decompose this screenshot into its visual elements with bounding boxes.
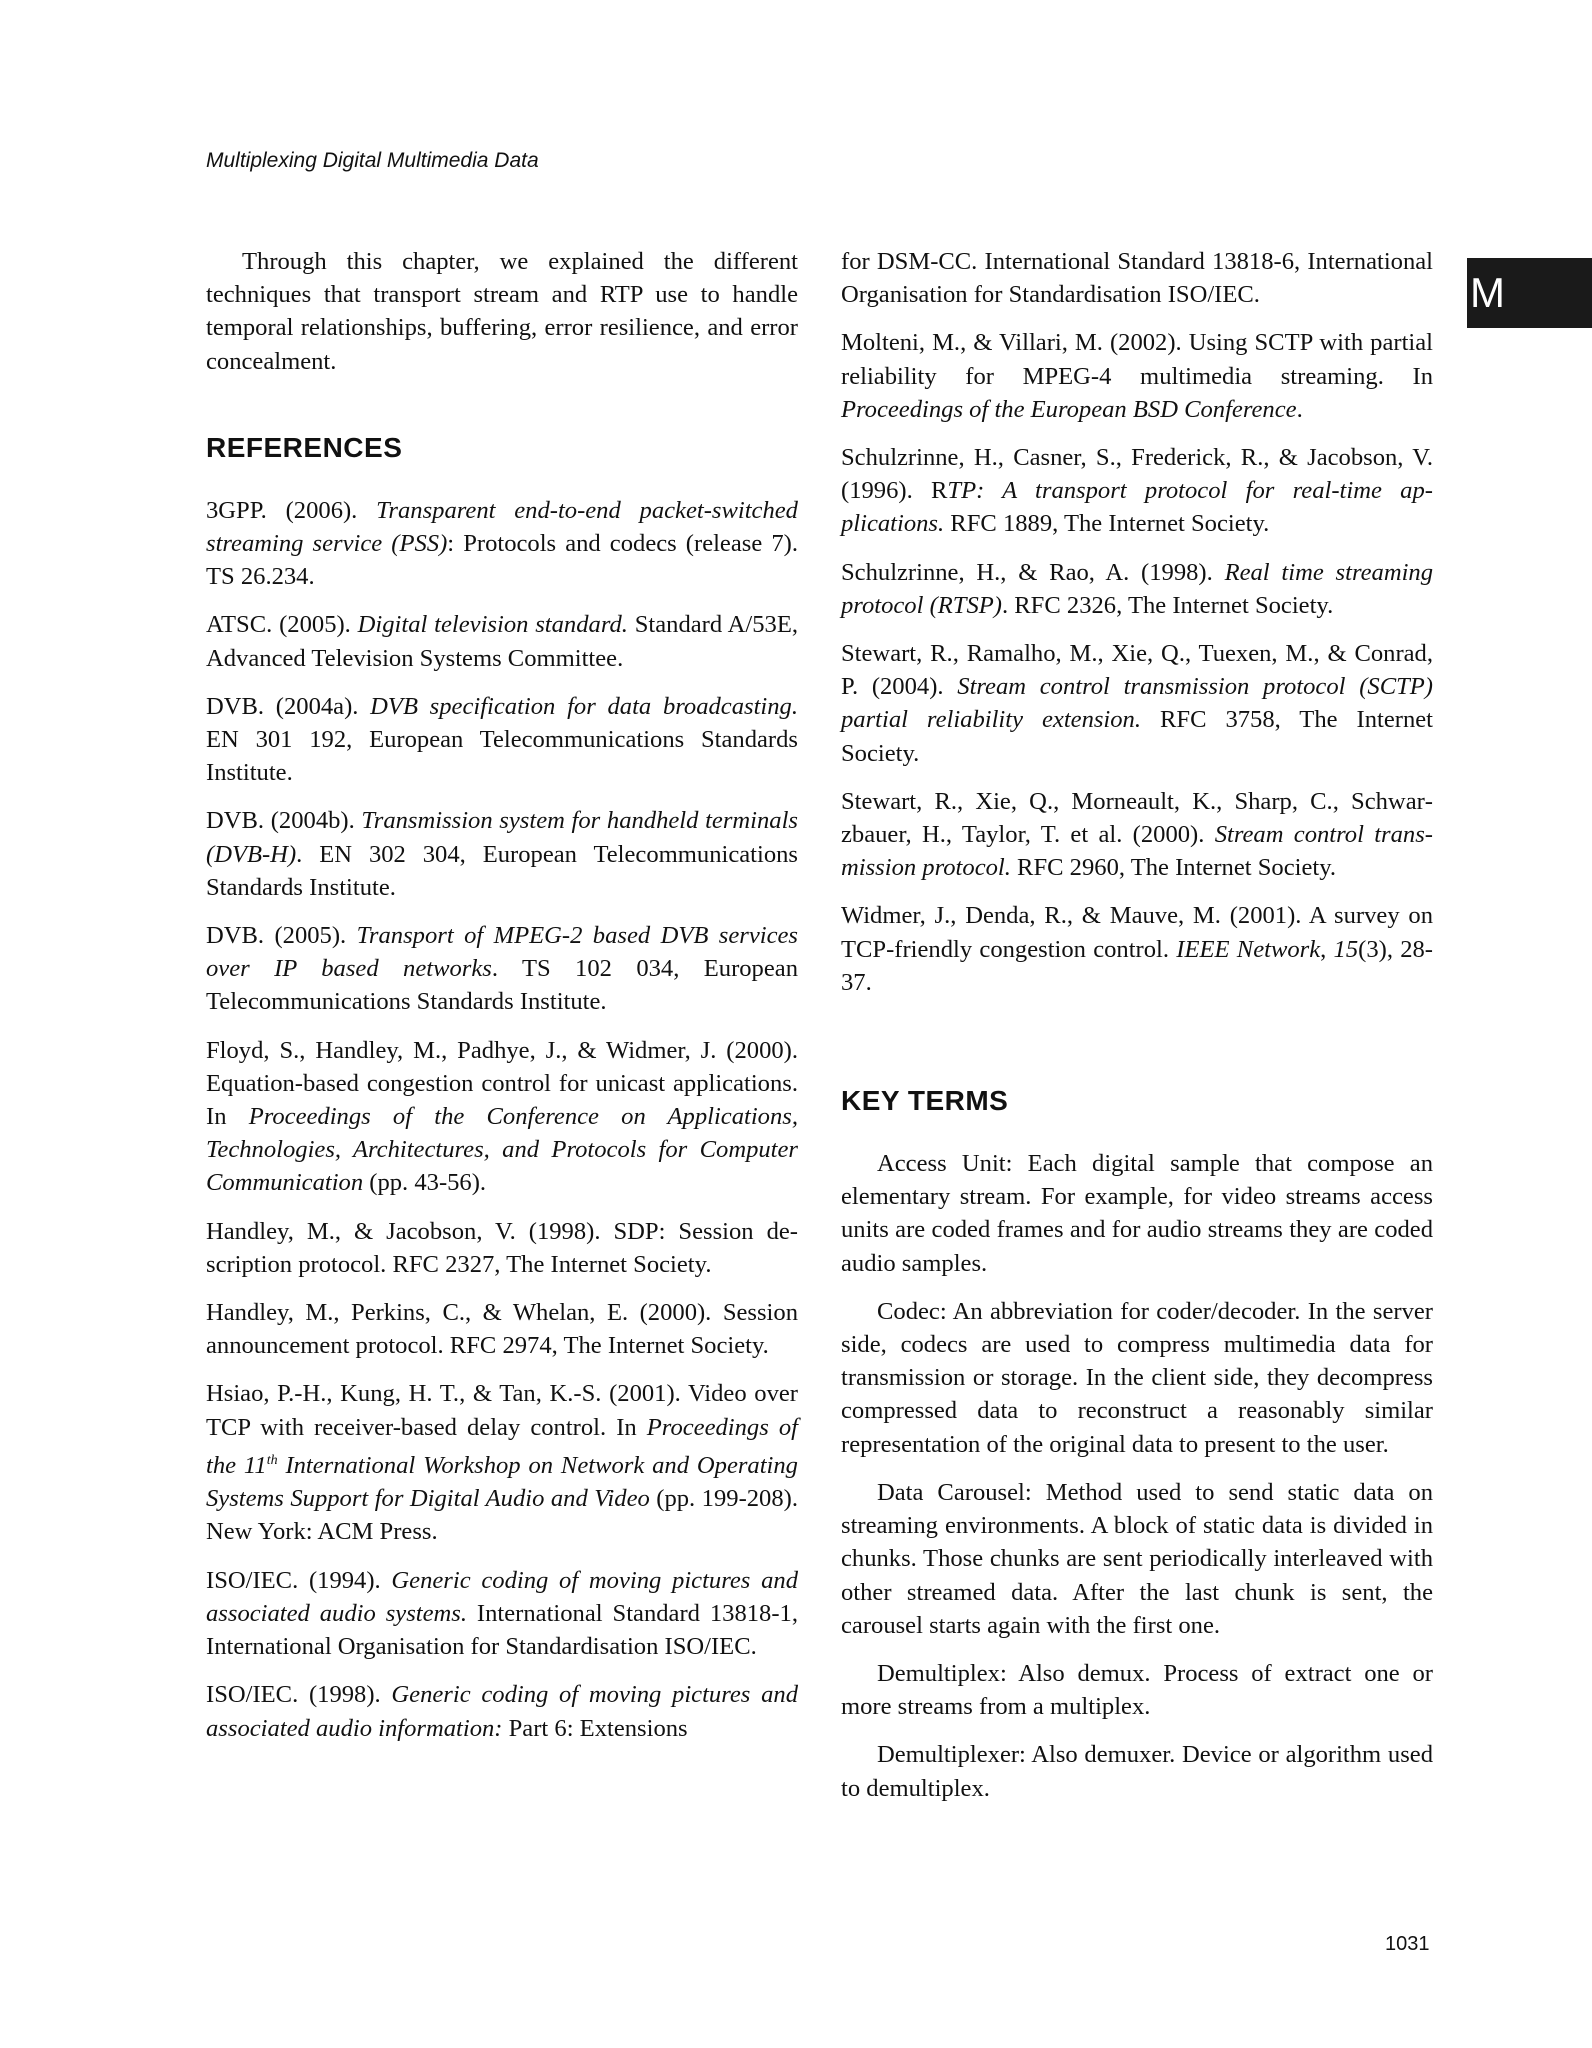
reference-item: DVB. (2004a). DVB specification for data broadcasting. EN 301 192, European Telecommunications Standards Institute.: [206, 692, 798, 787]
reference-item-continued: for DSM-CC. International Standard 13818-6, International Organisation for Standardisation ISO/IEC.: [841, 248, 1433, 309]
reference-item: ISO/IEC. (1994). Generic coding of moving pictures and associated audio systems. International Standard 13818-1, International Organisation for Standardisation ISO/IEC.: [206, 1566, 798, 1661]
reference-item: Molteni, M., & Villari, M. (2002). Using SCTP with partial reliability for MPEG-4 multimedia streaming. In Proceedings of the European BSD Conference.: [841, 329, 1433, 423]
reference-item: DVB. (2005). Transport of MPEG-2 based DVB services over IP based networks. TS 102 034, European Telecommunications Standards Institute.: [206, 922, 798, 1016]
reference-list: [206, 494, 798, 1745]
reference-item: 3GPP. (2006). Transparent end-to-end packet-switched streaming service (PSS): Protocols and codecs (release 7). TS 26.234.: [206, 496, 798, 591]
reference-item: DVB. (2004b). Transmission system for handheld terminals (DVB-H). EN 302 304, European Telecommunications Standards Institute.: [206, 807, 798, 901]
left-column: [206, 245, 798, 1745]
key-term-item: Codec: An abbreviation for coder/decoder. In the server side, codecs are used to compress multimedia data for transmission or storage. In the client side, they decompress compressed data to reconstruct a reasonably similar representation of the original data to present to the user.: [841, 1297, 1433, 1458]
intro-paragraph: Through this chapter, we explained the different techniques that transport stream and RTP use to handle temporal relationships, buffering, error resilience, and error concealment.: [206, 248, 798, 375]
reference-item: ISO/IEC. (1998). Generic coding of moving pictures and associated audio information: Part 6: Extensions: [206, 1681, 798, 1742]
thumb-tab-letter: M: [1470, 269, 1505, 316]
page-number: 1031: [1385, 1933, 1430, 1955]
key-terms-heading: KEY TERMS: [841, 1085, 1009, 1117]
right-column: [841, 245, 1433, 1820]
key-term-item: Demultiplexer: Also demuxer. Device or algorithm used to demultiplex.: [841, 1741, 1433, 1802]
references-heading: REFERENCES: [206, 431, 403, 463]
running-head: Multiplexing Digital Multimedia Data: [206, 149, 539, 172]
key-term-item: Access Unit: Each digital sample that compose an elementary stream. For example, for video streams access units are coded frames and for audio streams they are coded audio samples.: [841, 1150, 1433, 1277]
reference-item: ATSC. (2005). Digital television standard. Standard A/53E, Advanced Television Systems Committee.: [206, 611, 798, 672]
key-term-item: Data Carousel: Method used to send static data on streaming environments. A block of static data is divided in chunks. Those chunks are sent periodically interleaved with other streamed data. After the last chunk is sent, the carousel starts again with the first one.: [841, 1478, 1433, 1639]
reference-item: Schulzrinne, H., & Rao, A. (1998). Real time streaming protocol (RTSP). RFC 2326, The Internet Society.: [841, 558, 1434, 619]
reference-item: Handley, M., & Jacobson, V. (1998). SDP: Session description protocol. RFC 2327, The Internet Society.: [206, 1217, 798, 1278]
reference-item: Handley, M., Perkins, C., & Whelan, E. (2000). Session announcement protocol. RFC 2974, The Internet Society.: [206, 1299, 798, 1360]
reference-item: Floyd, S., Handley, M., Padhye, J., & Widmer, J. (2000). Equation-based congestion control for unicast applications. In Proceedings of the Conference on Applications, Technologies, Architectures, and Protocols for Computer Communication (pp. 43-56).: [206, 1036, 798, 1197]
thumb-tab: [1467, 258, 1592, 328]
reference-item: Widmer, J., Denda, R., & Mauve, M. (2001). A survey on TCP-friendly congestion control. IEEE Network, 15(3), 28-37.: [841, 902, 1434, 996]
reference-item: Hsiao, P.-H., Kung, H. T., & Tan, K.-S. (2001). Video over TCP with receiver-based delay control. In Proceedings of the 11th International Workshop on Network and Operating Systems Support for Digital Audio and Video (pp. 199-208). New York: ACM Press.: [206, 1380, 798, 1546]
key-term-item: Demultiplex: Also demux. Process of extract one or more streams from a multiplex.: [841, 1659, 1433, 1721]
reference-item: Stewart, R., Ramalho, M., Xie, Q., Tuexen, M., & Conrad, P. (2004). Stream control transmission protocol (SCTP) partial reliability extension. RFC 3758, The Internet Society.: [841, 640, 1433, 767]
reference-item: Schulzrinne, H., Casner, S., Frederick, R., & Jacobson, V. (1996). RTP: A transport protocol for real-time applications. RFC 1889, The Internet Society.: [841, 444, 1433, 538]
key-terms-list: [841, 1147, 1433, 1805]
reference-item: Stewart, R., Xie, Q., Morneault, K., Sharp, C., Schwarzbauer, H., Taylor, T. et al. (2000). Stream control transmission protocol. RFC 2960, The Internet Society.: [841, 787, 1433, 882]
